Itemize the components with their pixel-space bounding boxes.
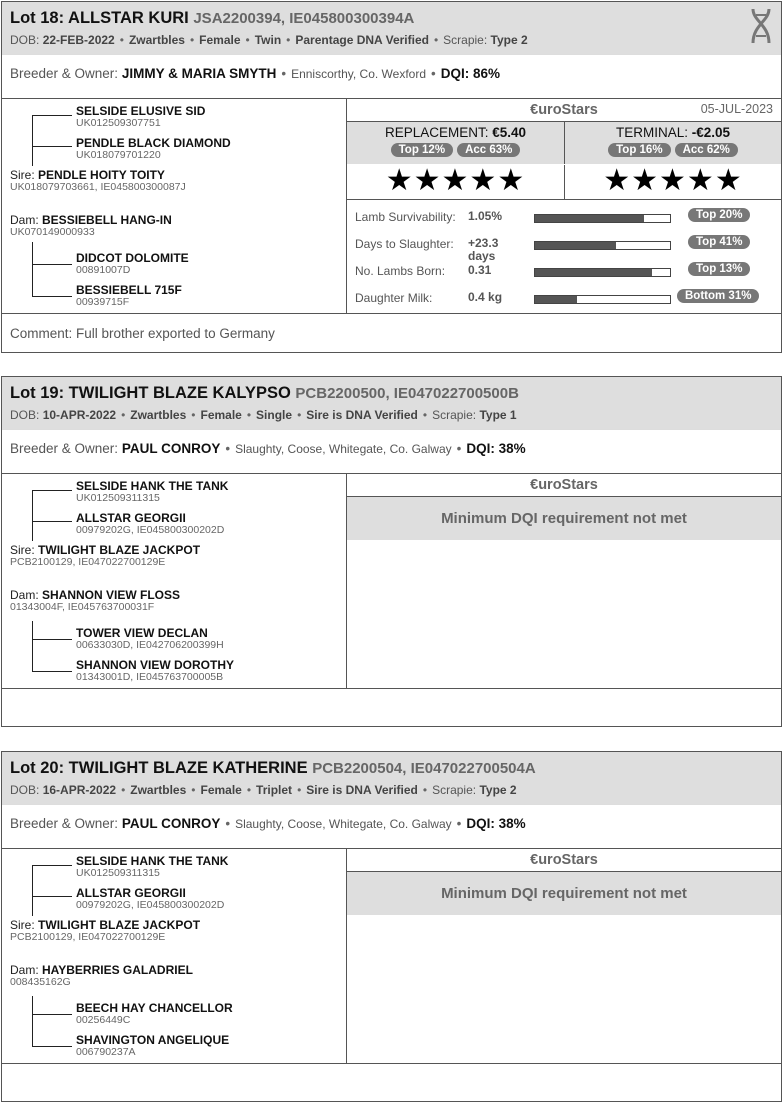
trait-rank-pill: Top 20% [688, 208, 750, 222]
trait-row [355, 210, 781, 230]
pedigree [2, 99, 347, 313]
dqi-not-met-message: Minimum DQI requirement not met [347, 872, 781, 915]
sire-dam: ALLSTAR GEORGII 00979202G, IE045800300202D [76, 886, 225, 911]
eurostars-title: €uroStars [347, 849, 781, 872]
lot-body [2, 98, 781, 314]
trait-bar-fill [535, 215, 644, 222]
trait-value: 1.05% [468, 209, 503, 223]
eurostars-date: 05-JUL-2023 [700, 102, 773, 116]
dam-dam: SHANNON VIEW DOROTHY 01343001D, IE045763700005B [76, 658, 235, 683]
lot-title: Lot 19: TWILIGHT BLAZE KALYPSO PCB2200500, IE047022700500B [10, 384, 519, 402]
dam-sire: TOWER VIEW DECLAN 00633030D, IE042706200399H [76, 626, 224, 651]
trait-rank-pill: Top 13% [688, 262, 750, 276]
eurostars-title: €uroStars [347, 99, 781, 122]
trait-rank-pill: Top 41% [688, 235, 750, 249]
trait-bar-fill [535, 296, 577, 303]
breeder-owner: Breeder & Owner: PAUL CONROY • Slaughty, Coose, Whitegate, Co. Galway • DQI: 38% [10, 441, 526, 456]
trait-bar [534, 268, 671, 277]
trait-row [355, 236, 781, 263]
sire-dam: PENDLE BLACK DIAMOND UK018079701220 [76, 136, 231, 161]
lot-card-19 [1, 376, 782, 727]
sire: Sire: TWILIGHT BLAZE JACKPOT PCB2100129, IE047022700129E [10, 543, 201, 568]
replacement-stars: ★★★★★ [347, 165, 565, 200]
dam: Dam: BESSIEBELL HANG-IN UK070149000933 [10, 213, 172, 238]
trait-row [355, 291, 781, 311]
lot-details: DOB: 22-FEB-2022 • Zwartbles • Female • Twin • Parentage DNA Verified • Scrapie: Type 2 [10, 33, 528, 47]
dam-sire: DIDCOT DOLOMITE 00891007D [76, 251, 189, 276]
dam: Dam: SHANNON VIEW FLOSS 01343004F, IE045763700031F [10, 588, 181, 613]
trait-label: Lamb Survivability: [355, 210, 456, 224]
lot-details: DOB: 10-APR-2022 • Zwartbles • Female • Single • Sire is DNA Verified • Scrapie: Type 1 [10, 408, 517, 422]
trait-value: 0.4 kg [468, 290, 503, 304]
trait-bar [534, 241, 671, 250]
replacement-acc: Acc 63% [457, 143, 520, 157]
trait-label: Daughter Milk: [355, 291, 433, 305]
lot-card-20 [1, 751, 782, 1102]
lot-header [2, 377, 781, 430]
eurostars-panel [347, 99, 781, 313]
trait-label: Days to Slaughter: [355, 237, 454, 251]
lot-header [2, 2, 781, 55]
terminal-top: Top 16% [608, 143, 670, 157]
sire-sire: SELSIDE HANK THE TANK UK012509311315 [76, 479, 229, 504]
breeder-owner: Breeder & Owner: JIMMY & MARIA SMYTH • Enniscorthy, Co. Wexford • DQI: 86% [10, 66, 501, 81]
sire-sire: SELSIDE HANK THE TANK UK012509311315 [76, 854, 229, 879]
terminal-index: TERMINAL: -€2.05 Top 16% Acc 62% [565, 122, 781, 164]
eurostars-panel [347, 849, 781, 1063]
sire: Sire: PENDLE HOITY TOITY UK018079703661, IE045800300087J [10, 168, 186, 193]
dam-dam: SHAVINGTON ANGELIQUE 006790237A [76, 1033, 230, 1058]
lot-card-18 [1, 1, 782, 353]
trait-row [355, 264, 781, 284]
dam: Dam: HAYBERRIES GALADRIEL 008435162G [10, 963, 193, 988]
terminal-acc: Acc 62% [675, 143, 738, 157]
trait-rank-pill: Bottom 31% [677, 289, 759, 303]
lot-title: Lot 20: TWILIGHT BLAZE KATHERINE PCB2200504, IE047022700504A [10, 759, 536, 777]
dna-icon [749, 7, 773, 45]
trait-bar-fill [535, 269, 652, 276]
terminal-stars: ★★★★★ [565, 165, 781, 200]
pedigree [2, 849, 347, 1063]
lot-comment: Comment: Full brother exported to Germany [10, 326, 275, 341]
pedigree [2, 474, 347, 688]
lot-header [2, 752, 781, 805]
breeder-owner: Breeder & Owner: PAUL CONROY • Slaughty, Coose, Whitegate, Co. Galway • DQI: 38% [10, 816, 526, 831]
dam-sire: BEECH HAY CHANCELLOR 00256449C [76, 1001, 233, 1026]
replacement-top: Top 12% [391, 143, 453, 157]
sire-sire: SELSIDE ELUSIVE SID UK012509307751 [76, 104, 206, 129]
replacement-index: REPLACEMENT: €5.40 Top 12% Acc 63% [347, 122, 565, 164]
trait-bar-fill [535, 242, 616, 249]
trait-value: 0.31 [468, 263, 492, 277]
trait-label: No. Lambs Born: [355, 264, 446, 278]
sire-dam: ALLSTAR GEORGII 00979202G, IE045800300202D [76, 511, 225, 536]
trait-bar [534, 214, 671, 223]
dam-dam: BESSIEBELL 715F 00939715F [76, 283, 182, 308]
eurostars-title: €uroStars [347, 474, 781, 497]
lot-title: Lot 18: ALLSTAR KURI JSA2200394, IE045800300394A [10, 9, 415, 27]
sire: Sire: TWILIGHT BLAZE JACKPOT PCB2100129, IE047022700129E [10, 918, 201, 943]
lot-body [2, 848, 781, 1064]
lot-body [2, 473, 781, 689]
dqi-not-met-message: Minimum DQI requirement not met [347, 497, 781, 540]
trait-value: +23.3 days [468, 236, 499, 263]
eurostars-panel [347, 474, 781, 688]
trait-bar [534, 295, 671, 304]
lot-details: DOB: 16-APR-2022 • Zwartbles • Female • Triplet • Sire is DNA Verified • Scrapie: Type 2 [10, 783, 517, 797]
